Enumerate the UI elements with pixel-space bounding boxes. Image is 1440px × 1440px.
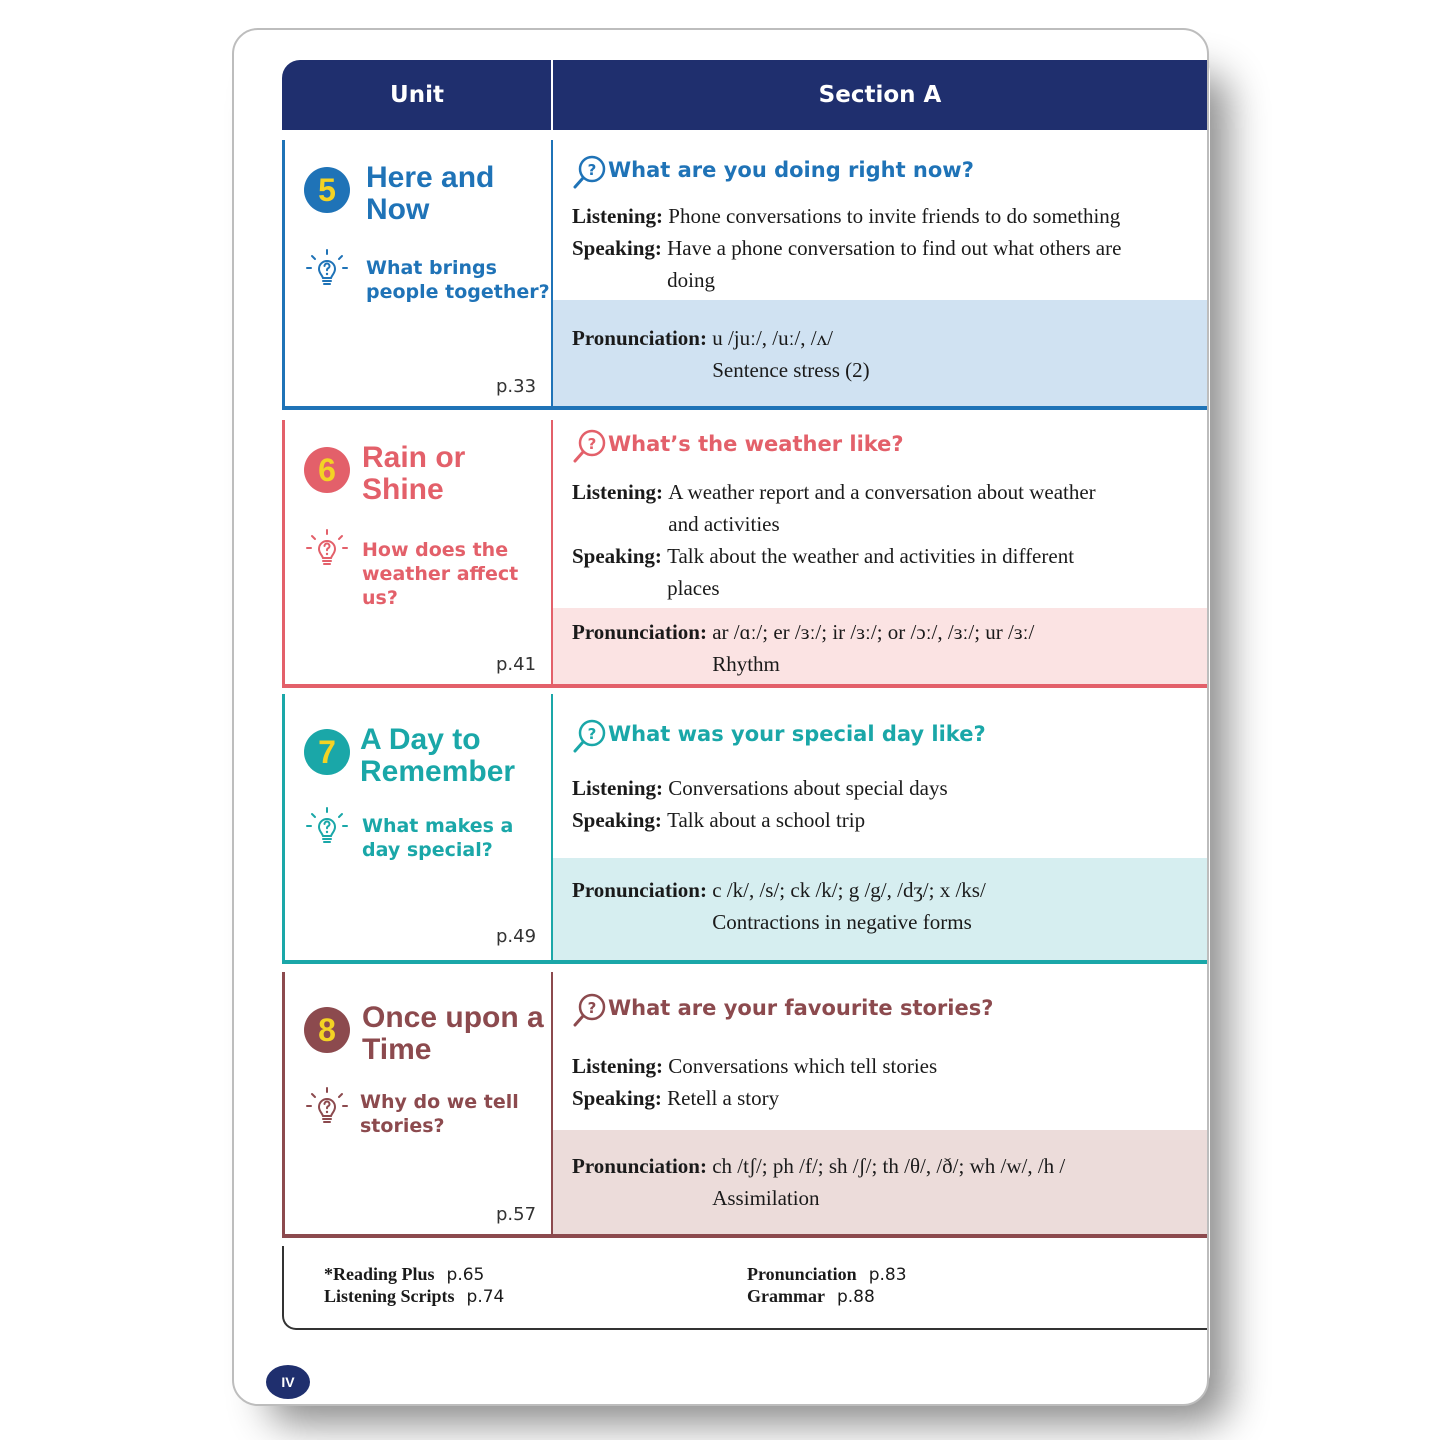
unit-number-badge: 6 [304, 447, 350, 493]
speaking-text-2: places [667, 576, 720, 600]
speaking-label: Speaking: [572, 808, 662, 832]
listening-label: Listening: [572, 1054, 664, 1078]
speaking-text-1: Talk about a school trip [667, 808, 866, 832]
pronunciation-sounds: c /k/, /s/; ck /k/; g /g/, /dʒ/; x /ks/ [712, 878, 986, 902]
listening-label: Listening: [572, 776, 664, 800]
reading-plus-entry[interactable] [324, 1264, 484, 1285]
pronunciation-page: p.83 [868, 1265, 907, 1285]
section-question: What’s the weather like? [608, 432, 904, 456]
grammar-entry[interactable] [747, 1286, 875, 1307]
unit-row[interactable] [282, 420, 1207, 688]
listening-text-1: Phone conversations to invite friends to do something [668, 204, 1121, 228]
listening-text [668, 476, 1095, 540]
unit-left-border [282, 972, 285, 1238]
speaking-text [667, 232, 1121, 296]
unit-page-number[interactable]: p.33 [496, 376, 537, 397]
pronunciation-text [712, 1150, 1065, 1214]
pronunciation-label: Pronunciation [747, 1264, 857, 1284]
pronunciation-text [712, 874, 986, 938]
lightbulb-icon [306, 248, 348, 290]
unit-title[interactable]: Rain or Shine [362, 441, 466, 506]
pronunciation-sounds: u /juː/, /uː/, /ʌ/ [712, 326, 833, 350]
unit-bottom-rule [282, 406, 1207, 410]
question-magnifier-icon [572, 718, 608, 754]
grammar-label: Grammar [747, 1286, 825, 1306]
svg-text:?: ? [587, 999, 597, 1017]
question-magnifier-icon [572, 154, 608, 190]
speaking-text-1: Talk about the weather and activities in different [667, 544, 1075, 568]
pronunciation-line [572, 322, 870, 386]
listening-text [668, 1050, 937, 1082]
reading-plus-label: *Reading Plus [324, 1264, 435, 1284]
pronunciation-line [572, 1150, 1065, 1214]
lightbulb-icon [306, 528, 348, 570]
unit-bottom-rule [282, 1234, 1207, 1238]
big-question: How does the weather affect us? [362, 539, 519, 609]
speaking-text [667, 540, 1074, 604]
pronunciation-label: Pronunciation: [572, 326, 707, 350]
pronunciation-sounds: ch /tʃ/; ph /f/; sh /ʃ/; th /θ/, /ð/; wh /w/, /h / [712, 1154, 1066, 1178]
unit-column-divider [551, 694, 553, 964]
unit-page-number[interactable]: p.49 [496, 926, 537, 947]
grammar-page: p.88 [836, 1287, 875, 1307]
question-magnifier-icon [572, 428, 608, 464]
unit-column-header: Unit [390, 82, 444, 108]
listening-line [572, 772, 948, 804]
listening-scripts-entry[interactable] [324, 1286, 504, 1307]
big-question: Why do we tell stories? [360, 1091, 519, 1137]
speaking-line [572, 804, 865, 836]
speaking-line [572, 540, 1074, 604]
speaking-text [667, 804, 865, 836]
unit-row[interactable] [282, 140, 1207, 410]
pronunciation-line [572, 616, 1034, 680]
listening-line [572, 476, 1096, 540]
pronunciation-feature: Sentence stress (2) [712, 358, 870, 382]
listening-line [572, 1050, 937, 1082]
listening-text-1: Conversations about special days [668, 776, 948, 800]
speaking-text-1: Have a phone conversation to find out what others are [667, 236, 1122, 260]
big-question: What makes a day special? [362, 815, 514, 861]
pronunciation-sounds: ar /ɑː/; er /ɜː/; ir /ɜː/; or /ɔː/, /ɜː/; ur /ɜː/ [712, 620, 1035, 644]
listening-text-2: and activities [668, 512, 780, 536]
section-question: What was your special day like? [608, 722, 986, 746]
listening-text-1: A weather report and a conversation about weather [668, 480, 1096, 504]
reading-plus-page: p.65 [446, 1265, 485, 1285]
unit-number-badge: 5 [304, 167, 350, 213]
pronunciation-text [712, 322, 869, 386]
pronunciation-feature: Assimilation [712, 1186, 820, 1210]
listening-scripts-label: Listening Scripts [324, 1286, 455, 1306]
unit-title[interactable]: A Day to Remember [360, 723, 516, 788]
contents-page [232, 28, 1209, 1406]
listening-label: Listening: [572, 204, 664, 228]
unit-title[interactable]: Once upon a Time [362, 1001, 544, 1066]
svg-text:?: ? [587, 725, 597, 743]
listening-line [572, 200, 1120, 232]
table-header [282, 60, 1207, 130]
pronunciation-feature: Contractions in negative forms [712, 910, 972, 934]
section-a-column-header: Section A [818, 82, 942, 108]
speaking-line [572, 1082, 779, 1114]
unit-column-divider [551, 420, 553, 688]
speaking-label: Speaking: [572, 544, 662, 568]
svg-text:?: ? [587, 435, 597, 453]
unit-title[interactable]: Here and Now [366, 161, 495, 226]
unit-number-badge: 7 [304, 729, 350, 775]
speaking-label: Speaking: [572, 1086, 662, 1110]
section-question: What are you doing right now? [608, 158, 974, 182]
pronunciation-label: Pronunciation: [572, 620, 707, 644]
unit-column-divider [551, 140, 553, 410]
question-magnifier-icon [572, 992, 608, 1028]
speaking-text [667, 1082, 779, 1114]
unit-column-divider [551, 972, 553, 1238]
speaking-text-2: doing [667, 268, 715, 292]
pronunciation-label: Pronunciation: [572, 878, 707, 902]
listening-text-1: Conversations which tell stories [668, 1054, 938, 1078]
speaking-text-1: Retell a story [667, 1086, 780, 1110]
lightbulb-icon [306, 806, 348, 848]
unit-left-border [282, 140, 285, 410]
unit-page-number[interactable]: p.57 [496, 1204, 537, 1225]
big-question: What brings people together? [366, 257, 550, 303]
speaking-label: Speaking: [572, 236, 662, 260]
unit-number-badge: 8 [304, 1007, 350, 1053]
listening-text [668, 772, 947, 804]
unit-left-border [282, 694, 285, 964]
pronunciation-entry[interactable] [747, 1264, 907, 1285]
section-question: What are your favourite stories? [608, 996, 994, 1020]
pronunciation-feature: Rhythm [712, 652, 780, 676]
unit-bottom-rule [282, 684, 1207, 688]
unit-page-number[interactable]: p.41 [496, 654, 537, 675]
pronunciation-line [572, 874, 986, 938]
pronunciation-label: Pronunciation: [572, 1154, 707, 1178]
svg-text:?: ? [587, 161, 597, 179]
unit-row[interactable] [282, 972, 1207, 1238]
pronunciation-text [712, 616, 1034, 680]
unit-left-border [282, 420, 285, 688]
listening-label: Listening: [572, 480, 664, 504]
unit-row[interactable] [282, 694, 1207, 964]
footer-index [282, 1246, 1209, 1330]
listening-scripts-page: p.74 [466, 1287, 505, 1307]
page-number-badge: IV [266, 1365, 310, 1399]
unit-bottom-rule [282, 960, 1207, 964]
listening-text [668, 200, 1120, 232]
speaking-line [572, 232, 1121, 296]
lightbulb-icon [306, 1086, 348, 1128]
